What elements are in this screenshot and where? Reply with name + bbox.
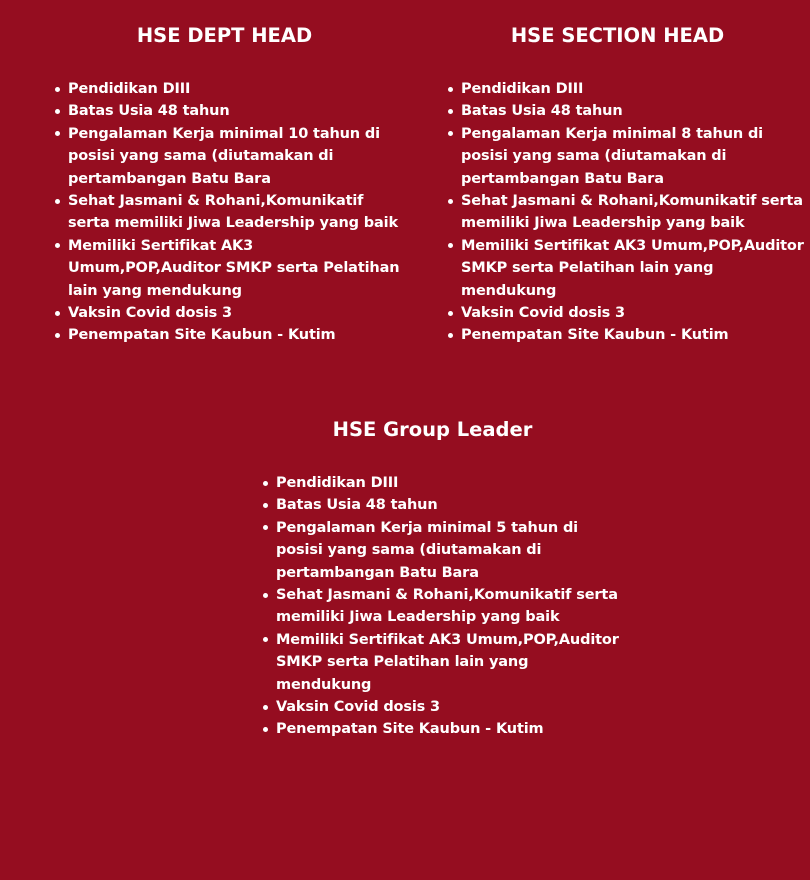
- requirement-item: Pengalaman Kerja minimal 8 tahun di posisi yang sama (diutamakan di pertambangan Batu Bara: [461, 123, 810, 190]
- requirement-item: Batas Usia 48 tahun: [276, 494, 621, 516]
- requirement-item: Penempatan Site Kaubun - Kutim: [68, 324, 402, 346]
- requirement-item: Pendidikan DIII: [68, 78, 402, 100]
- requirement-item: Batas Usia 48 tahun: [68, 100, 402, 122]
- requirement-item: Memiliki Sertifikat AK3 Umum,POP,Auditor SMKP serta Pelatihan lain yang mendukung: [68, 235, 402, 302]
- requirement-item: Sehat Jasmani & Rohani,Komunikatif serta memiliki Jiwa Leadership yang baik: [461, 190, 810, 235]
- requirement-item: Penempatan Site Kaubun - Kutim: [276, 718, 621, 740]
- requirement-item: Pengalaman Kerja minimal 5 tahun di posisi yang sama (diutamakan di pertambangan Batu Bara: [276, 517, 621, 584]
- requirement-item: Penempatan Site Kaubun - Kutim: [461, 324, 810, 346]
- requirement-item: Pengalaman Kerja minimal 10 tahun di posisi yang sama (diutamakan di pertambangan Batu Bara: [68, 123, 402, 190]
- dept-head-requirements: [52, 78, 402, 347]
- dept-head-title: HSE DEPT HEAD: [136, 24, 313, 47]
- section-head-section: [445, 24, 810, 347]
- section-head-requirements: [445, 78, 810, 347]
- group-leader-title: HSE Group Leader: [332, 418, 533, 441]
- dept-head-section: [52, 24, 402, 347]
- requirement-item: Vaksin Covid dosis 3: [68, 302, 402, 324]
- requirement-item: Sehat Jasmani & Rohani,Komunikatif serta memiliki Jiwa Leadership yang baik: [276, 584, 621, 629]
- requirement-item: Vaksin Covid dosis 3: [276, 696, 621, 718]
- requirement-item: Pendidikan DIII: [461, 78, 810, 100]
- group-leader-requirements: [260, 472, 640, 741]
- section-head-title: HSE SECTION HEAD: [510, 24, 725, 47]
- requirement-item: Memiliki Sertifikat AK3 Umum,POP,Auditor SMKP serta Pelatihan lain yang mendukung: [461, 235, 810, 302]
- requirement-item: Memiliki Sertifikat AK3 Umum,POP,Auditor SMKP serta Pelatihan lain yang mendukung: [276, 629, 621, 696]
- requirement-item: Sehat Jasmani & Rohani,Komunikatif serta memiliki Jiwa Leadership yang baik: [68, 190, 402, 235]
- group-leader-section: [260, 418, 640, 741]
- requirement-item: Vaksin Covid dosis 3: [461, 302, 810, 324]
- requirement-item: Batas Usia 48 tahun: [461, 100, 810, 122]
- requirement-item: Pendidikan DIII: [276, 472, 621, 494]
